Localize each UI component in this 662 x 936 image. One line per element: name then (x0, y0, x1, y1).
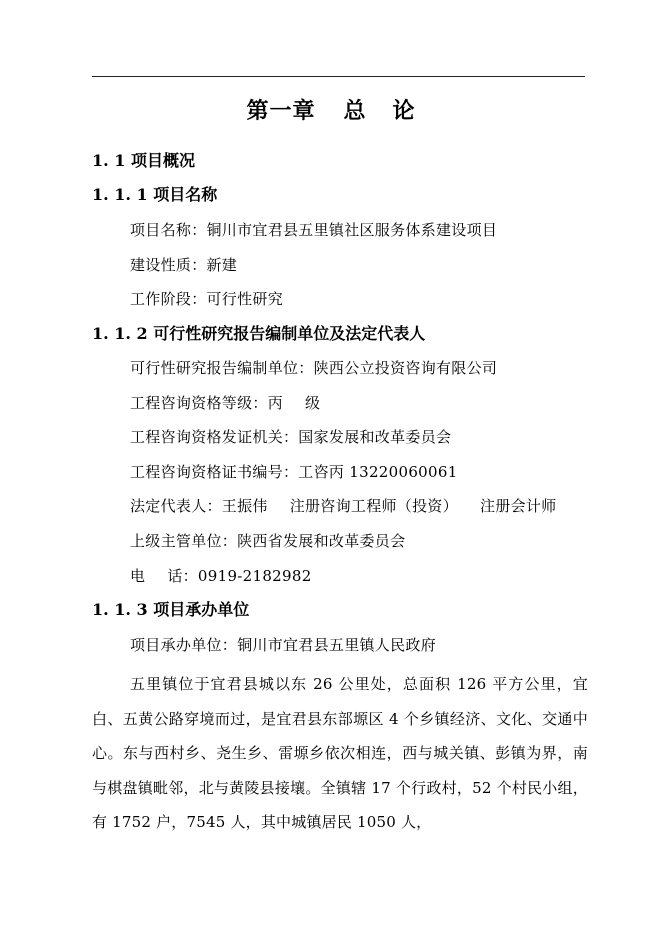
phone-line (130, 564, 312, 588)
chapter-label: 第一章 (246, 98, 316, 124)
heading-1-1-3: 1. 1. 3 项目承办单位 (92, 600, 250, 619)
town-description-paragraph: 五里镇位于宜君县城以东 26 公里处，总面积 126 平方公里，宜白、五黄公路穿境而过，是宜君县东部塬区 4 个乡镇经济、文化、交通中心。东与西村乡、尧生乡、雷塬乡依次相连，西与城关镇、彭镇为界，南与棋盘镇毗邻，北与黄陵县接壤。全镇辖 17 个行政村，52 个村民小组，有 1752 户，7545 人，其中城镇居民 1050 人， (92, 675, 588, 831)
qualification-grade-label: 工程咨询资格等级：丙 (130, 394, 284, 412)
preparer-unit-line: 可行性研究报告编制单位：陕西公立投资咨询有限公司 (130, 359, 498, 377)
heading-1-1-1: 1. 1. 1 项目名称 (92, 185, 218, 204)
rep-title-engineer: 注册咨询工程师（投资） (289, 497, 459, 515)
chapter-title-part1: 总 (343, 98, 367, 124)
phone-value: 话：0919-2182982 (167, 567, 312, 585)
qualification-grade-line (130, 391, 320, 415)
header-rule (92, 76, 585, 77)
project-name-line: 项目名称：铜川市宜君县五里镇社区服务体系建设项目 (130, 221, 498, 239)
rep-title-accountant: 注册会计师 (480, 497, 557, 515)
chapter-title (0, 94, 662, 128)
project-nature-line: 建设性质：新建 (130, 256, 238, 274)
certificate-number-line: 工程咨询资格证书编号：工咨丙 13220060061 (130, 463, 458, 481)
qualification-grade-suffix: 级 (305, 394, 321, 412)
heading-1-1-2: 1. 1. 2 可行性研究报告编制单位及法定代表人 (92, 324, 426, 343)
legal-representative-line (130, 494, 557, 518)
heading-1-1: 1. 1 项目概况 (92, 151, 195, 170)
phone-label: 电 (130, 567, 146, 585)
superior-unit-line: 上级主管单位：陕西省发展和改革委员会 (130, 532, 406, 550)
undertaker-unit-line: 项目承办单位：铜川市宜君县五里镇人民政府 (130, 636, 437, 654)
legal-representative: 法定代表人：王振伟 (130, 497, 268, 515)
project-stage-line: 工作阶段：可行性研究 (130, 290, 284, 308)
issuer-line: 工程咨询资格发证机关：国家发展和改革委员会 (130, 428, 452, 446)
chapter-title-part2: 论 (392, 98, 416, 124)
